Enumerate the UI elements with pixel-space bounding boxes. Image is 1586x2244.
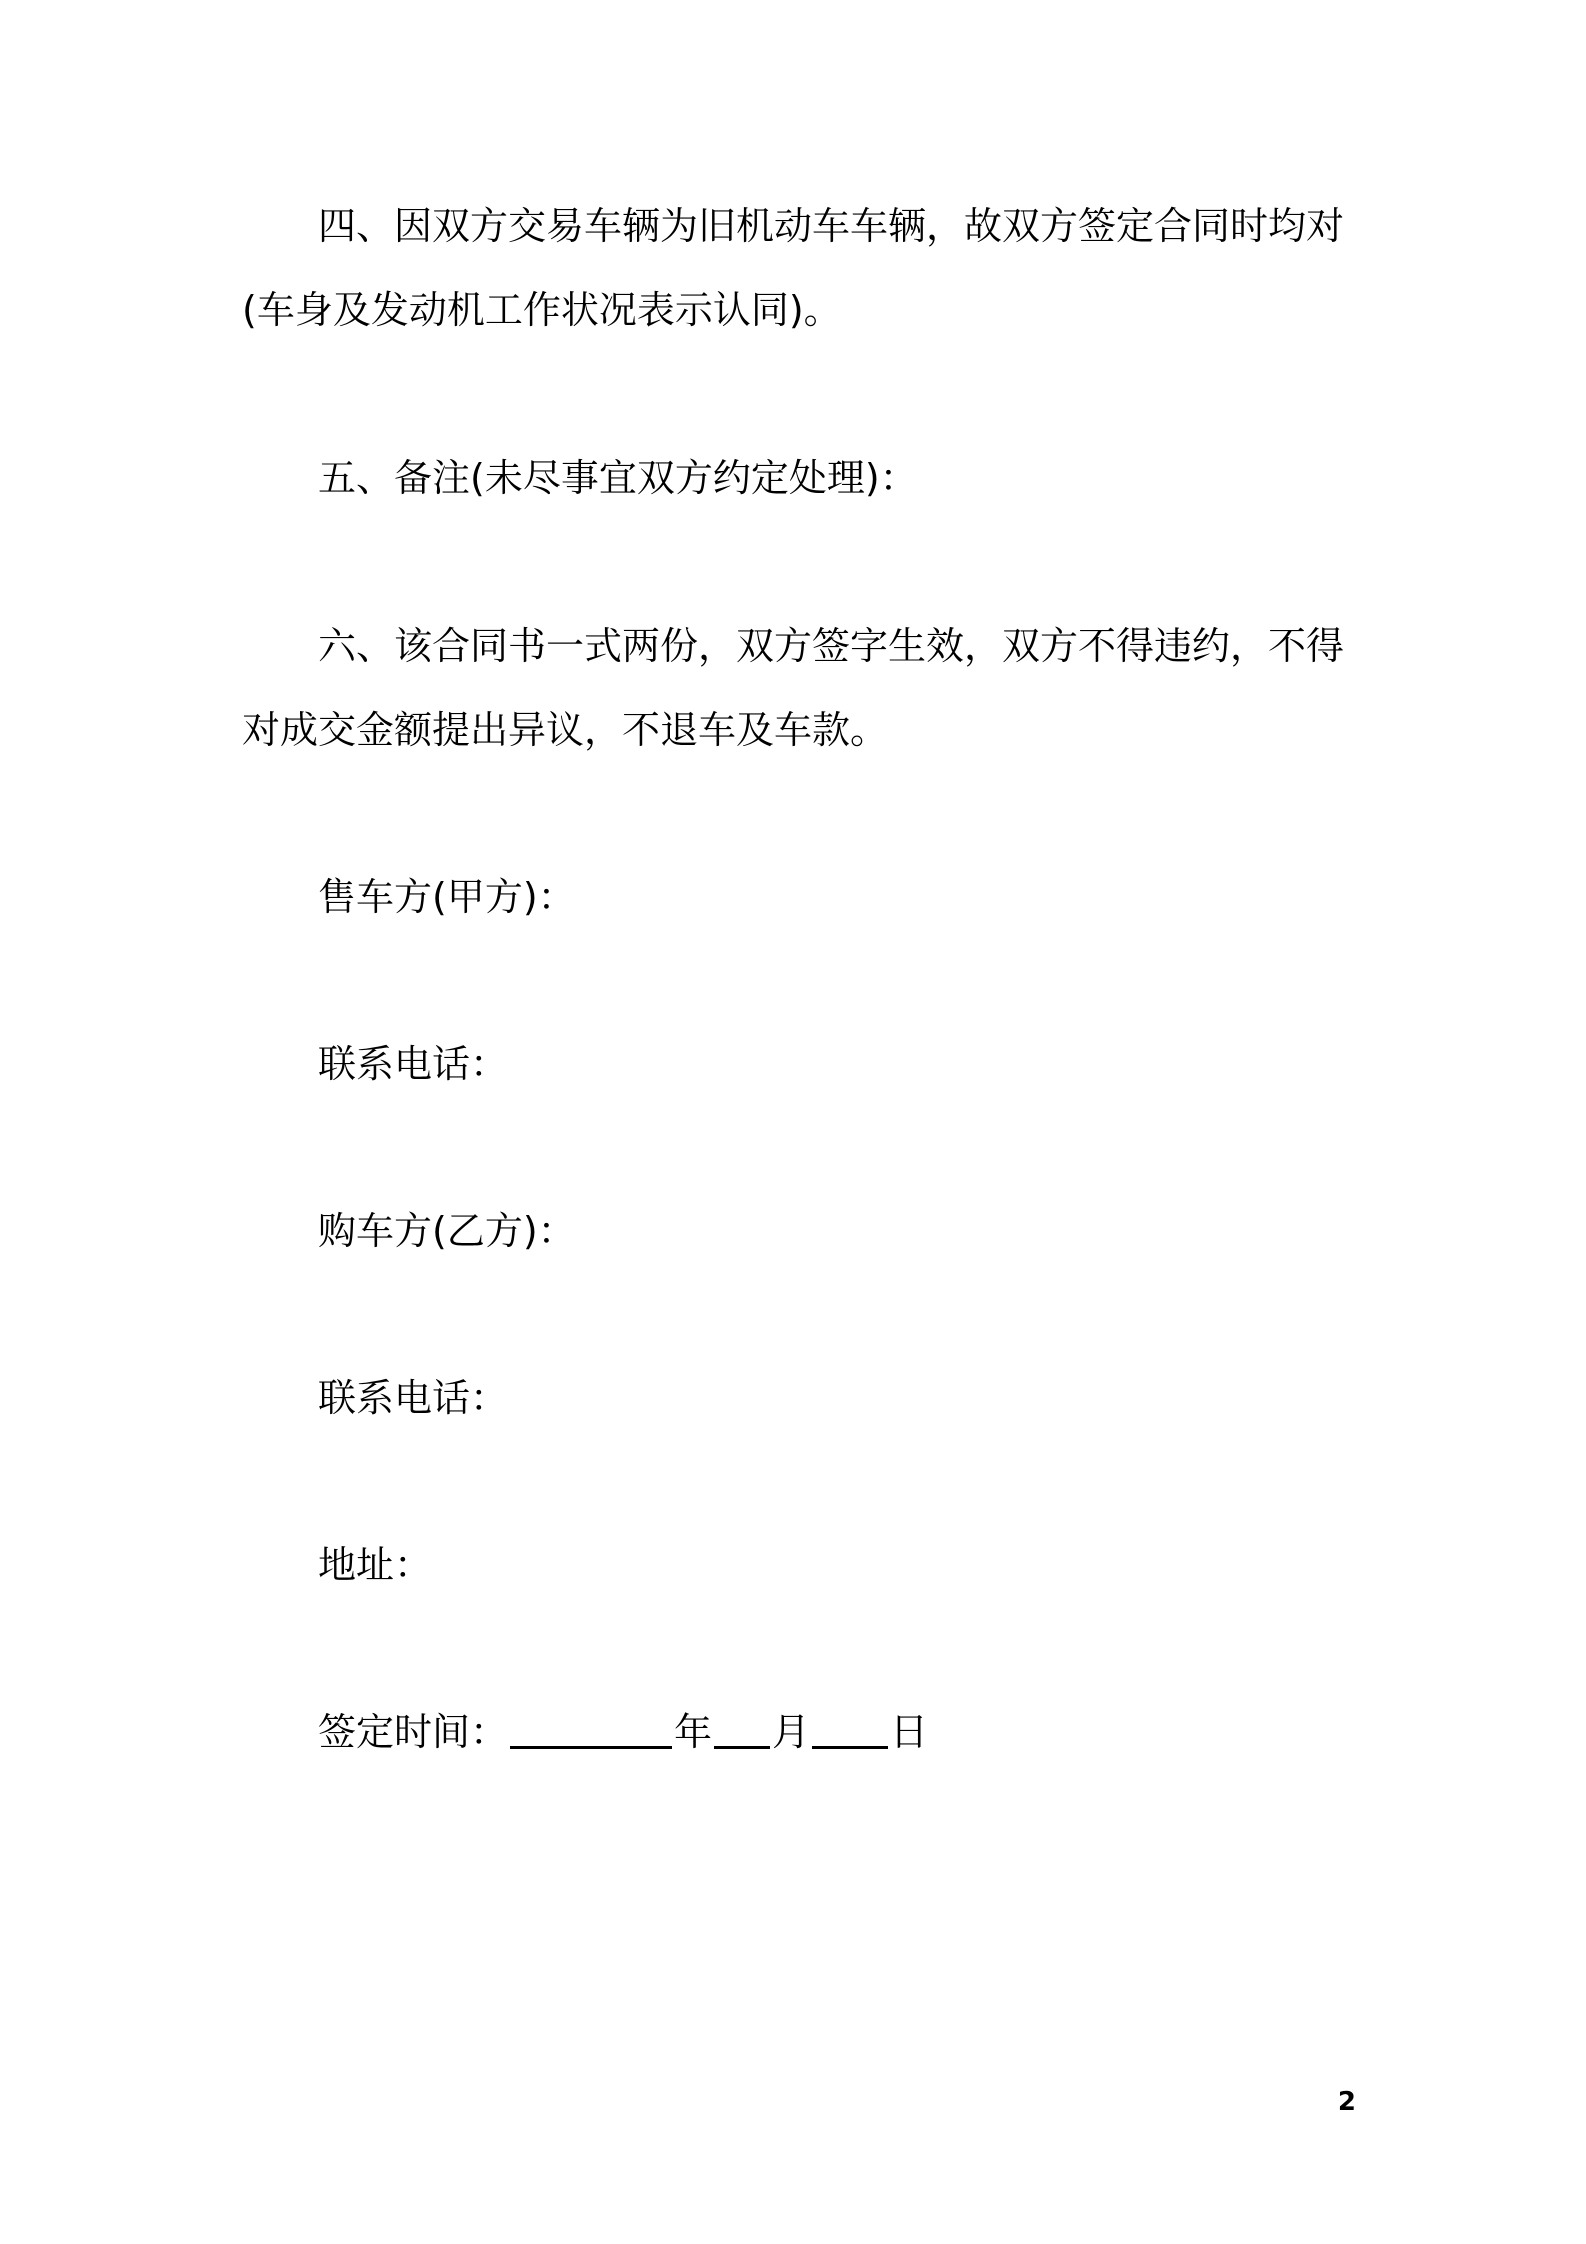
clause-four: 四、因双方交易车辆为旧机动车车辆，故双方签定合同时均对(车身及发动机工作状况表示认同)。 — [242, 204, 1345, 332]
year-unit: 年 — [674, 1710, 713, 1754]
address-label: 地址： — [318, 1543, 433, 1587]
seller-phone-label: 联系电话： — [318, 1042, 509, 1086]
buyer-phone-label: 联系电话： — [318, 1376, 509, 1420]
buyer-label: 购车方(乙方)： — [318, 1209, 576, 1253]
date-label: 签定时间： — [318, 1710, 509, 1754]
clause-six: 六、该合同书一式两份，双方签字生效，双方不得违约，不得对成交金额提出异议，不退车及车款。 — [242, 624, 1345, 752]
month-unit: 月 — [772, 1710, 811, 1754]
clause-five: 五、备注(未尽事宜双方约定处理)： — [318, 456, 918, 500]
year-blank — [510, 1708, 672, 1749]
day-unit: 日 — [890, 1710, 929, 1754]
signing-date-line — [318, 1707, 928, 1757]
page-number: 2 — [1337, 2087, 1356, 2117]
day-blank — [812, 1708, 888, 1749]
seller-label: 售车方(甲方)： — [318, 875, 576, 919]
month-blank — [714, 1708, 770, 1749]
